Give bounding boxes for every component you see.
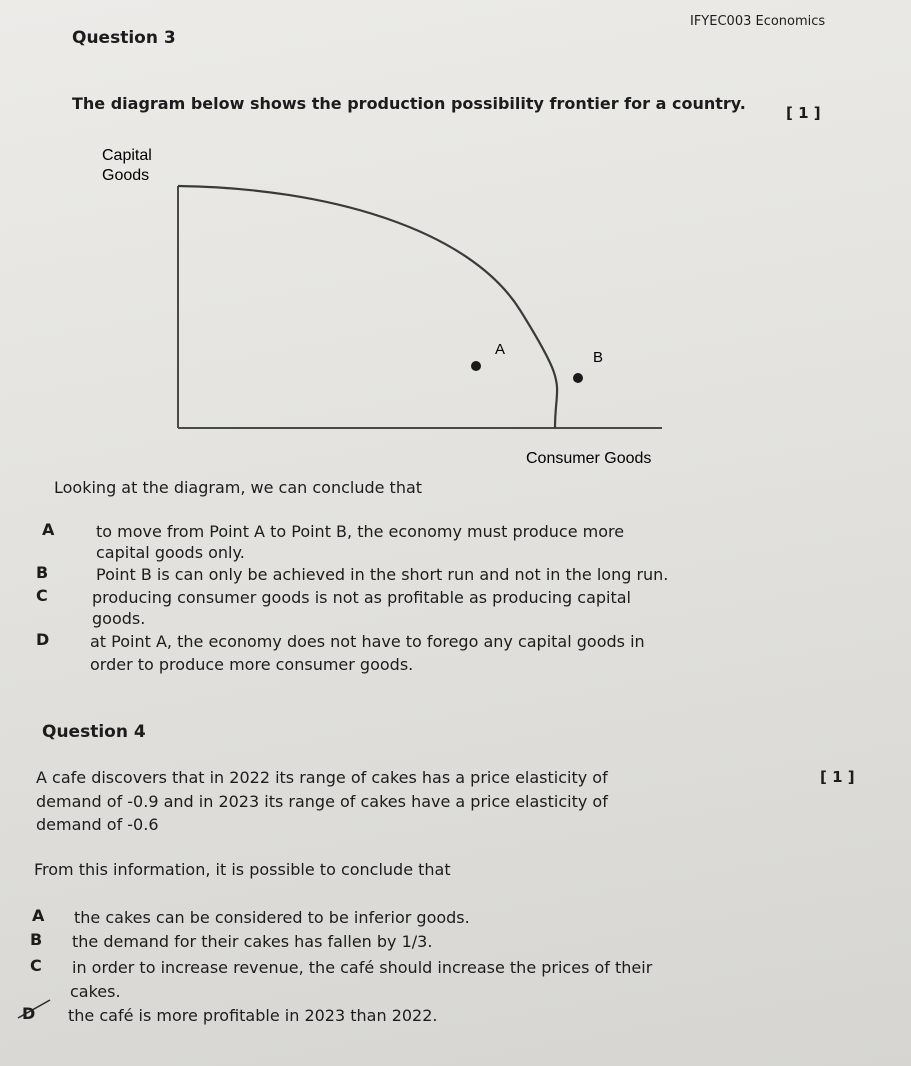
y-axis-label-line2: Goods [102, 167, 150, 184]
q4-option-c-line2: cakes. [70, 982, 121, 1001]
pen-tick-mark [14, 998, 54, 1022]
question-4-line1: A cafe discovers that in 2022 its range of cakes has a price elasticity of [36, 768, 608, 787]
q3-option-b-letter: B [36, 563, 49, 582]
question-3-prompt: The diagram below shows the production possibility frontier for a country. [72, 94, 746, 113]
q3-option-d-letter: D [36, 630, 50, 649]
q3-option-a-line2: capital goods only. [96, 543, 245, 562]
q3-option-c-letter: C [36, 586, 48, 605]
q4-option-c-letter: C [30, 956, 42, 975]
point-b-label: B [593, 349, 604, 366]
q4-option-d-line1: the café is more profitable in 2023 than 2022. [68, 1006, 438, 1025]
q4-option-b-letter: B [30, 930, 43, 949]
ppf-chart [0, 0, 911, 480]
question-4-line3: demand of -0.6 [36, 815, 159, 834]
q3-option-c-line1: producing consumer goods is not as profitable as producing capital [92, 588, 631, 607]
q3-option-a-letter: A [42, 520, 55, 539]
question-4-lead: From this information, it is possible to conclude that [34, 860, 451, 879]
q4-option-c-line1: in order to increase revenue, the café should increase the prices of their [72, 958, 653, 977]
q4-option-b-line1: the demand for their cakes has fallen by 1/3. [72, 932, 433, 951]
q4-option-d-letter: D [22, 1004, 36, 1023]
ppf-curve [178, 186, 557, 428]
y-axis-label-line1: Capital [102, 147, 152, 164]
point-b-marker [573, 373, 583, 383]
point-a-label: A [495, 341, 506, 358]
question-3-title: Question 3 [72, 28, 176, 48]
q4-option-a-letter: A [32, 906, 45, 925]
q3-option-c-line2: goods. [92, 609, 146, 628]
course-header: IFYEC003 Economics [690, 14, 826, 29]
q3-option-d-line1: at Point A, the economy does not have to forego any capital goods in [90, 632, 645, 651]
question-4-marks: [ 1 ] [820, 768, 855, 786]
question-4-line2: demand of -0.9 and in 2023 its range of cakes have a price elasticity of [36, 792, 608, 811]
question-3-lead: Looking at the diagram, we can conclude that [54, 478, 423, 497]
q3-option-d-line2: order to produce more consumer goods. [90, 655, 414, 674]
question-4-title: Question 4 [42, 722, 146, 742]
question-3-marks: [ 1 ] [786, 104, 821, 122]
q4-option-a-line1: the cakes can be considered to be inferior goods. [74, 908, 470, 927]
point-a-marker [471, 361, 481, 371]
q3-option-a-line1: to move from Point A to Point B, the economy must produce more [96, 522, 625, 541]
x-axis-label: Consumer Goods [526, 450, 652, 467]
q3-option-b-line1: Point B is can only be achieved in the short run and not in the long run. [96, 565, 669, 584]
